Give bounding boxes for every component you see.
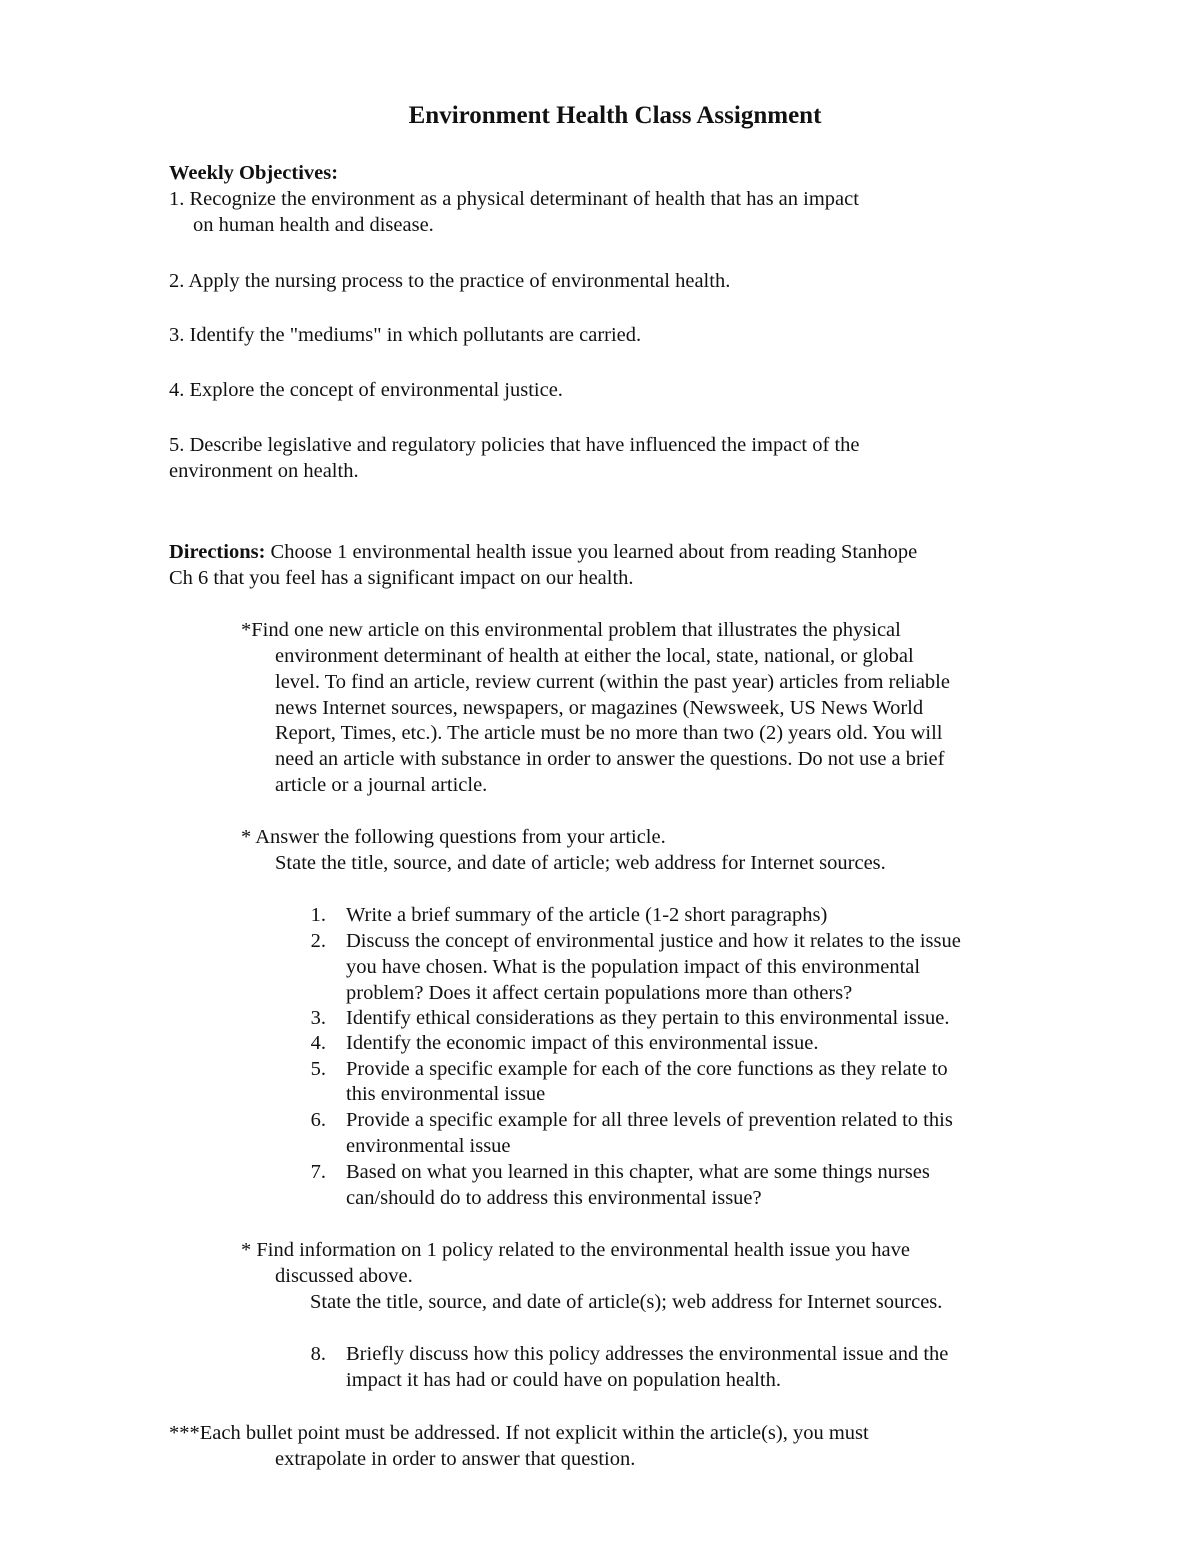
bullet3-line1: * Find information on 1 policy related to the environmental health issue you have <box>241 1239 910 1261</box>
question-5-line2: this environmental issue <box>346 1083 546 1105</box>
question-1 <box>292 902 828 928</box>
objectives-heading: Weekly Objectives: <box>169 162 339 184</box>
bullet2-line2: State the title, source, and date of article; web address for Internet sources. <box>275 852 886 874</box>
bullet1-line6: need an article with substance in order to answer the questions. Do not use a brief <box>275 748 945 770</box>
bullet1-line1: *Find one new article on this environmental problem that illustrates the physical <box>241 619 901 641</box>
objective-1-line2: on human health and disease. <box>193 214 434 236</box>
bullet1-line2: environment determinant of health at either the local, state, national, or global <box>275 645 914 667</box>
question-3-text: Identify ethical considerations as they pertain to this environmental issue. <box>346 1007 950 1029</box>
footer-note-line2: extrapolate in order to answer that question. <box>275 1448 636 1470</box>
bullet1-line4: news Internet sources, newspapers, or magazines (Newsweek, US News World <box>275 697 924 719</box>
question-5-text: Provide a specific example for each of the core functions as they relate to <box>346 1058 948 1080</box>
objective-3: 3. Identify the "mediums" in which pollutants are carried. <box>169 324 642 346</box>
question-4 <box>292 1030 819 1056</box>
question-8-number: 8. <box>310 1343 326 1365</box>
bullet1-line7: article or a journal article. <box>275 774 488 796</box>
bullet1-line3: level. To find an article, review current (within the past year) articles from reliable <box>275 671 950 693</box>
directions-label: Directions: <box>169 541 266 563</box>
directions-text: Choose 1 environmental health issue you learned about from reading Stanhope <box>265 541 918 563</box>
question-8-text: Briefly discuss how this policy addresses the environmental issue and the <box>346 1343 949 1365</box>
objective-5-line2: environment on health. <box>169 460 359 482</box>
question-7-text: Based on what you learned in this chapter, what are some things nurses <box>346 1161 930 1183</box>
question-4-number: 4. <box>310 1032 326 1054</box>
directions-line1 <box>169 539 917 565</box>
question-3-number: 3. <box>310 1007 326 1029</box>
objective-2: 2. Apply the nursing process to the practice of environmental health. <box>169 270 731 292</box>
directions-line2: Ch 6 that you feel has a significant impact on our health. <box>169 567 634 589</box>
objective-1-line1: 1. Recognize the environment as a physical determinant of health that has an impact <box>169 188 859 210</box>
bullet3-line2: discussed above. <box>275 1265 413 1287</box>
bullet2-line1: * Answer the following questions from your article. <box>241 826 666 848</box>
question-7-line2: can/should do to address this environmental issue? <box>346 1187 762 1209</box>
objective-4: 4. Explore the concept of environmental justice. <box>169 379 563 401</box>
question-6-line2: environmental issue <box>346 1135 511 1157</box>
question-6-number: 6. <box>310 1109 326 1131</box>
footer-note-line1: ***Each bullet point must be addressed. If not explicit within the article(s), you must <box>169 1422 869 1444</box>
question-5 <box>292 1056 948 1082</box>
bullet3-line3: State the title, source, and date of article(s); web address for Internet sources. <box>310 1291 943 1313</box>
question-8 <box>292 1341 949 1367</box>
question-1-text: Write a brief summary of the article (1-2 short paragraphs) <box>346 904 828 926</box>
question-2-number: 2. <box>310 930 326 952</box>
question-6-text: Provide a specific example for all three levels of prevention related to this <box>346 1109 953 1131</box>
bullet1-line5: Report, Times, etc.). The article must be no more than two (2) years old. You will <box>275 722 943 744</box>
question-3 <box>292 1005 950 1031</box>
question-2-line2: you have chosen. What is the population impact of this environmental <box>346 956 921 978</box>
question-2-line3: problem? Does it affect certain populations more than others? <box>346 982 853 1004</box>
question-6 <box>292 1107 953 1133</box>
question-5-number: 5. <box>310 1058 326 1080</box>
objective-5-line1: 5. Describe legislative and regulatory policies that have influenced the impact of the <box>169 434 860 456</box>
question-8-line2: impact it has had or could have on population health. <box>346 1369 781 1391</box>
question-1-number: 1. <box>310 904 326 926</box>
question-7-number: 7. <box>310 1161 326 1183</box>
question-2 <box>292 928 961 954</box>
question-4-text: Identify the economic impact of this environmental issue. <box>346 1032 819 1054</box>
question-2-text: Discuss the concept of environmental justice and how it relates to the issue <box>346 930 961 952</box>
question-7 <box>292 1159 930 1185</box>
document-title: Environment Health Class Assignment <box>408 102 822 129</box>
